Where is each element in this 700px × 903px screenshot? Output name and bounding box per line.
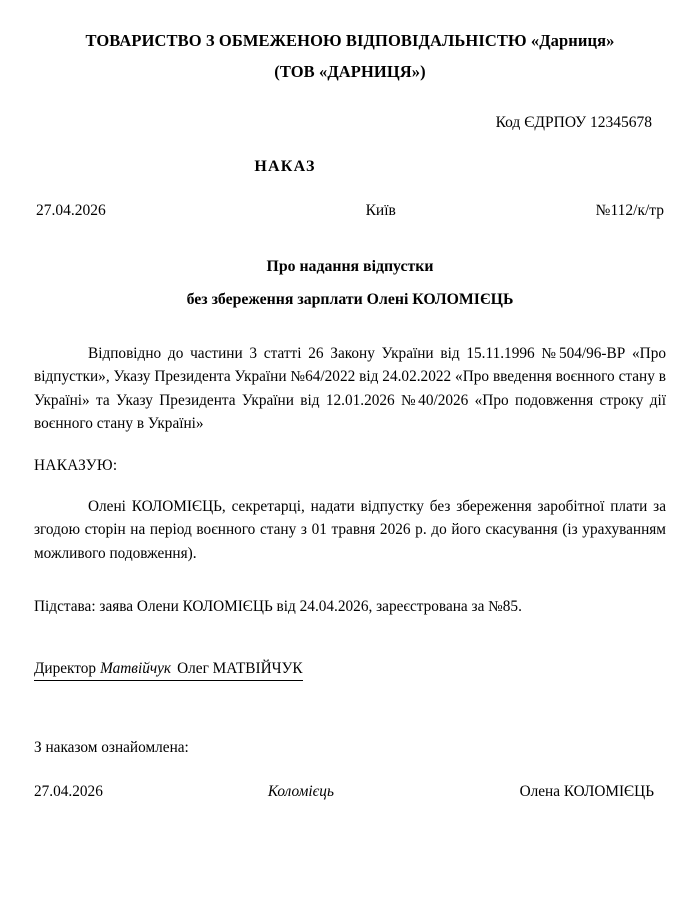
- director-name: Олег МАТВІЙЧУК: [177, 660, 303, 678]
- acknowledgement-row: [28, 783, 672, 801]
- director-signature-underline: [34, 660, 303, 681]
- preamble-paragraph: Відповідно до частини 3 статті 26 Закону України від 15.11.1996 №504/96-ВР «Про відпустки», Указу Президента України №64/2022 від 24.02.2022 «Про введення воєнного стану в Україні» та Указу Президента України від 12.01.2026 №40/2026 «Про подовження строку дії воєнного стану в Україні»: [34, 345, 666, 432]
- basis-paragraph: Підстава: заява Олени КОЛОМІЄЦЬ від 24.04.2026, зареєстрована за №85.: [34, 597, 522, 615]
- document-number: №112/к/тр: [595, 201, 664, 219]
- document-subject-line1: Про надання відпустки: [266, 257, 434, 275]
- director-signature-scrawl: Матвійчук: [100, 660, 172, 678]
- order-body-paragraph: Олені КОЛОМІЄЦЬ, секретарці, надати відпустку без збереження заробітної плати за згодою сторін на період воєнного стану з 01 травня 2026 р. до його скасування (із урахуванням можливого подовження).: [34, 498, 666, 562]
- document-type-heading: НАКАЗ: [254, 157, 316, 175]
- order-keyword: НАКАЗУЮ:: [34, 457, 118, 475]
- acknowledgement-name: Олена КОЛОМІЄЦЬ: [519, 783, 654, 801]
- document-date: 27.04.2026: [36, 201, 106, 219]
- director-signature-block: [28, 660, 672, 681]
- document-subject-line2: без збереження зарплати Олені КОЛОМІЄЦЬ: [186, 290, 514, 308]
- organization-name-line1: ТОВАРИСТВО З ОБМЕЖЕНОЮ ВІДПОВІДАЛЬНІСТЮ «Дарниця»: [85, 31, 615, 50]
- acknowledgement-date: 27.04.2026: [34, 783, 103, 801]
- director-title: Директор: [34, 660, 97, 678]
- document-city: Київ: [365, 201, 396, 219]
- edrpou-code: Код ЄДРПОУ 12345678: [495, 113, 652, 131]
- document-meta-row: [28, 202, 672, 220]
- organization-name-line2: (ТОВ «ДАРНИЦЯ»): [274, 62, 426, 82]
- acknowledgement-label: З наказом ознайомлена:: [34, 739, 189, 757]
- document-subject: [28, 254, 672, 313]
- acknowledgement-signature-scrawl: Коломієць: [267, 783, 334, 801]
